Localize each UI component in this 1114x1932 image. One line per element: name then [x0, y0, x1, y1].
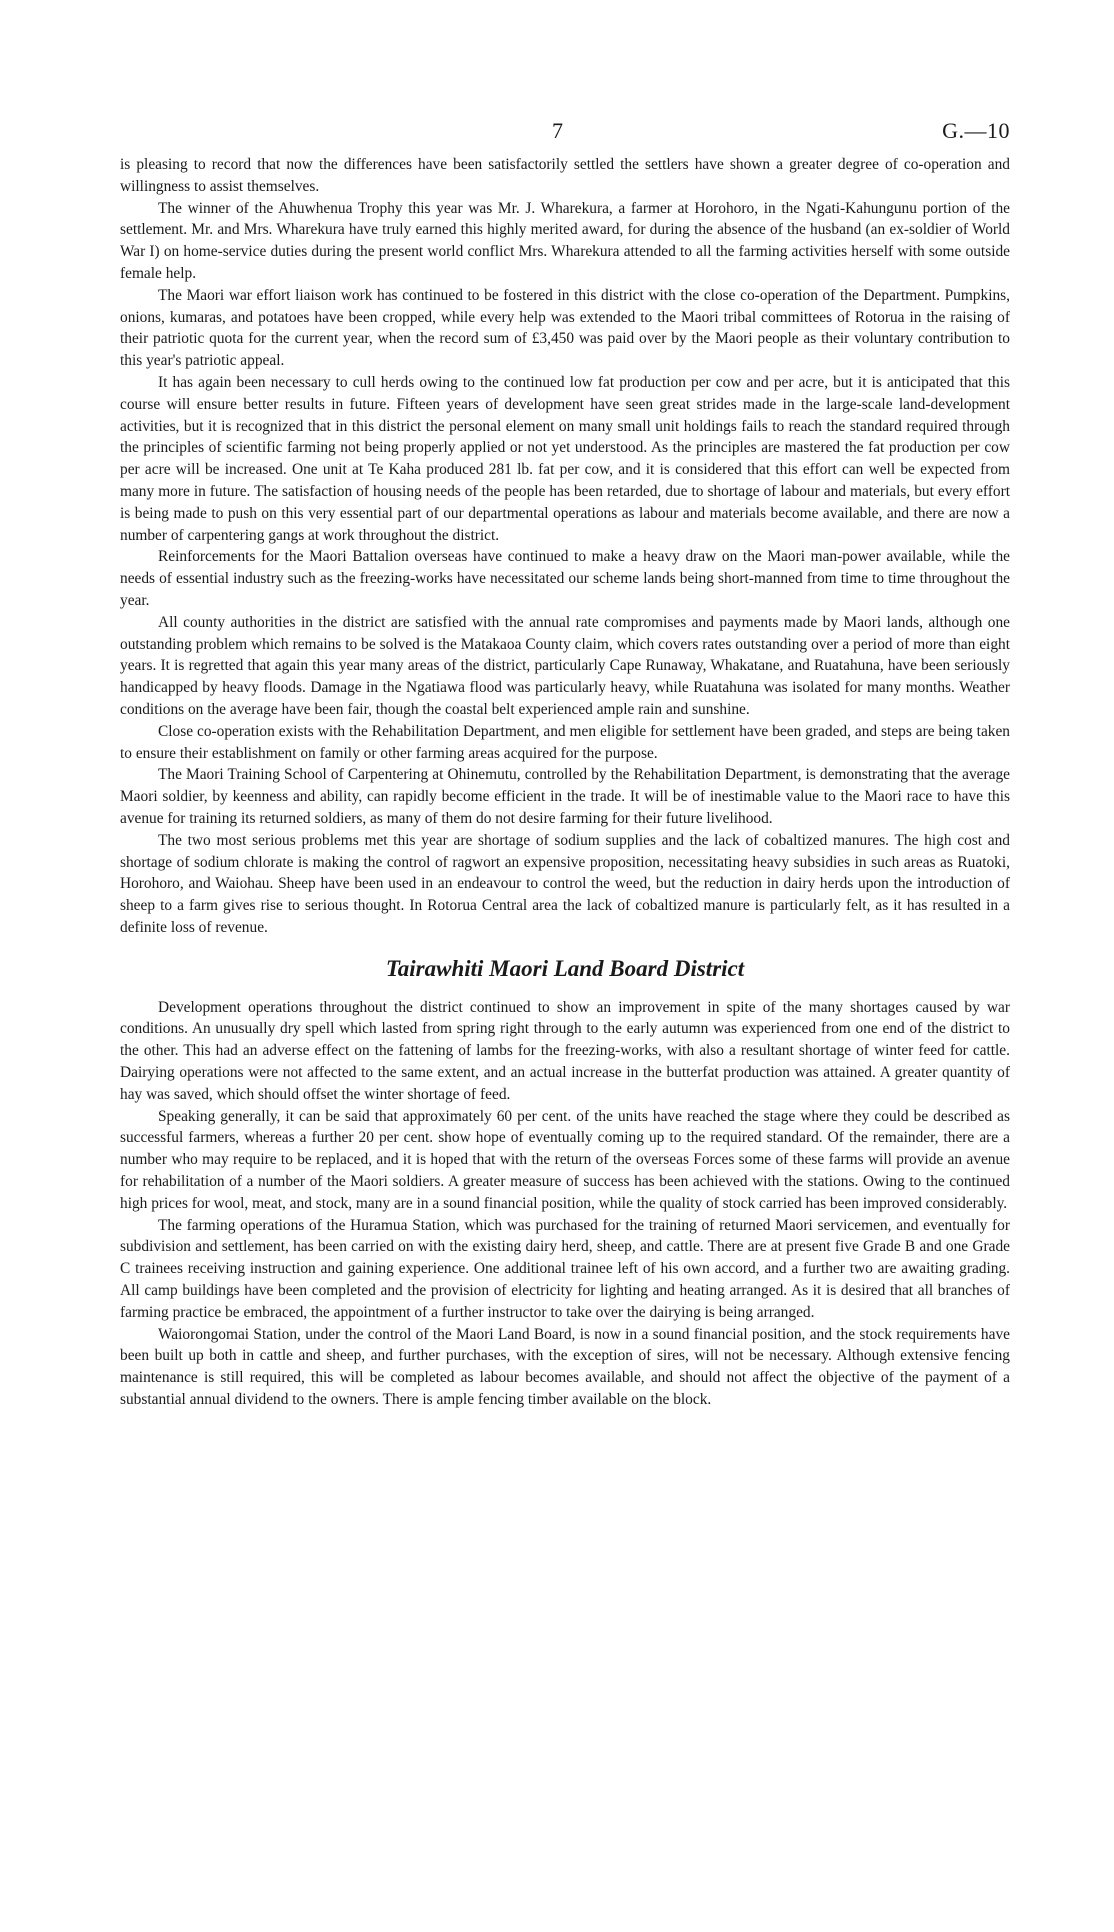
- page-body: [120, 154, 1010, 1411]
- paragraph: The winner of the Ahuwhenua Trophy this year was Mr. J. Wharekura, a farmer at Horohoro, in the Ngati-Kahungunu portion of the settlement. Mr. and Mrs. Wharekura have truly earned this highly merited award, for during the absence of the husband (an ex-soldier of World War I) on home-service duties during the present world conflict Mrs. Wharekura attended to all the farming activities herself with some outside female help.: [120, 199, 1010, 282]
- paragraph: The Maori war effort liaison work has continued to be fostered in this district with the close co-operation of the Department. Pumpkins, onions, kumaras, and potatoes have been cropped, while every help was extended to the Maori tribal committees of Rotorua in the raising of their patriotic quota for the current year, when the record sum of £3,450 was paid over by the Maori people as their voluntary contribution to this year's patriotic appeal.: [120, 286, 1010, 370]
- paragraph: Speaking generally, it can be said that approximately 60 per cent. of the units have reached the stage where they could be described as successful farmers, whereas a further 20 per cent. show hope of eventually coming up to the required standard. Of the remainder, there are a number who may require to be replaced, and it is hoped that with the return of the overseas Forces some of these farms will provide an avenue for rehabilitation of a number of the Maori soldiers. A greater measure of success has been achieved with the stations. Owing to the continued high prices for wool, meat, and stock, many are in a sound financial position, while the quality of stock carried has been improved considerably.: [120, 1107, 1010, 1212]
- paragraph: The Maori Training School of Carpentering at Ohinemutu, controlled by the Rehabilitation Department, is demonstrating that the average Maori soldier, by keenness and ability, can rapidly become efficient in the trade. It will be of inestimable value to the Maori race to have this avenue for training its returned soldiers, as many of them do not desire farming for their future livelihood.: [120, 766, 1010, 827]
- paragraph: Close co-operation exists with the Rehabilitation Department, and men eligible for settlement have been graded, and steps are being taken to ensure their establishment on family or other farming areas acquired for the purpose.: [120, 722, 1010, 762]
- paragraph: The two most serious problems met this year are shortage of sodium supplies and the lack of cobaltized manures. The high cost and shortage of sodium chlorate is making the control of ragwort an expensive proposition, necessitating heavy subsidies in such areas as Ruatoki, Horohoro, and Waiohau. Sheep have been used in an endeavour to control the weed, but the reduction in dairy herds upon the introduction of sheep to a farm gives rise to serious thought. In Rotorua Central area the lack of cobaltized manure is particularly felt, as it has resulted in a definite loss of revenue.: [120, 831, 1010, 936]
- paragraph: Waiorongomai Station, under the control of the Maori Land Board, is now in a sound financial position, and the stock requirements have been built up both in cattle and sheep, and further purchases, with the exception of sires, will not be necessary. Although extensive fencing maintenance is still required, this will be completed as labour becomes available, and should not affect the objective of the payment of a substantial annual dividend to the owners. There is ample fencing timber available on the block.: [120, 1325, 1010, 1409]
- page-number: 7: [552, 118, 563, 143]
- paragraph: The farming operations of the Huramua Station, which was purchased for the training of returned Maori servicemen, and eventually for subdivision and settlement, has been carried on with the existing dairy herd, sheep, and cattle. There are at present five Grade B and one Grade C trainees receiving instruction and gaining experience. One additional trainee left of his own accord, and a further two are awaiting grading. All camp buildings have been completed and the provision of electricity for lighting and heating arranged. As it is desired that all branches of farming practice be embraced, the appointment of a further instructor to take over the dairying is being arranged.: [120, 1216, 1010, 1321]
- section-heading: Tairawhiti Maori Land Board District: [385, 955, 745, 981]
- document-code: G.—10: [942, 118, 1010, 143]
- paragraph: All county authorities in the district are satisfied with the annual rate compromises and payments made by Maori lands, although one outstanding problem which remains to be solved is the Matakaoa County claim, which covers rates outstanding over a period of more than eight years. It is regretted that again this year many areas of the district, particularly Cape Runaway, Whakatane, and Ruatahuna, have been seriously handicapped by heavy floods. Damage in the Ngatiawa flood was particularly heavy, while Ruatahuna was isolated for many months. Weather conditions on the average have been fair, though the coastal belt experienced ample rain and sunshine.: [120, 613, 1010, 718]
- paragraph: It has again been necessary to cull herds owing to the continued low fat production per cow and per acre, but it is anticipated that this course will ensure better results in future. Fifteen years of development have seen great strides made in the large-scale land-development activities, but it is recognized that in this district the personal element on many small unit holdings fails to reach the standard required through the principles of scientific farming not being properly applied or not yet understood. As the principles are mastered the fat production per cow per acre will be increased. One unit at Te Kaha produced 281 lb. fat per cow, and it is considered that this effort can well be expected from many more in future. The satisfaction of housing needs of the people has been retarded, due to shortage of labour and materials, but every effort is being made to push on this very essential part of our departmental operations as labour and materials become available, and there are now a number of carpentering gangs at work throughout the district.: [120, 373, 1010, 544]
- paragraph: Development operations throughout the district continued to show an improvement in spite of the many shortages caused by war conditions. An unusually dry spell which lasted from spring right through to the early autumn was experienced from one end of the district to the other. This had an adverse effect on the fattening of lambs for the freezing-works, with also a resultant shortage of winter feed for cattle. Dairying operations were not affected to the same extent, and an actual increase in the butterfat production was attained. A greater quantity of hay was saved, which should offset the winter shortage of feed.: [120, 998, 1010, 1103]
- paragraph: is pleasing to record that now the differences have been satisfactorily settled the settlers have shown a greater degree of co-operation and willingness to assist themselves.: [120, 156, 1010, 195]
- paragraph: Reinforcements for the Maori Battalion overseas have continued to make a heavy draw on the Maori man-power available, while the needs of essential industry such as the freezing-works have necessitated our scheme lands being short-manned from time to time throughout the year.: [120, 548, 1010, 609]
